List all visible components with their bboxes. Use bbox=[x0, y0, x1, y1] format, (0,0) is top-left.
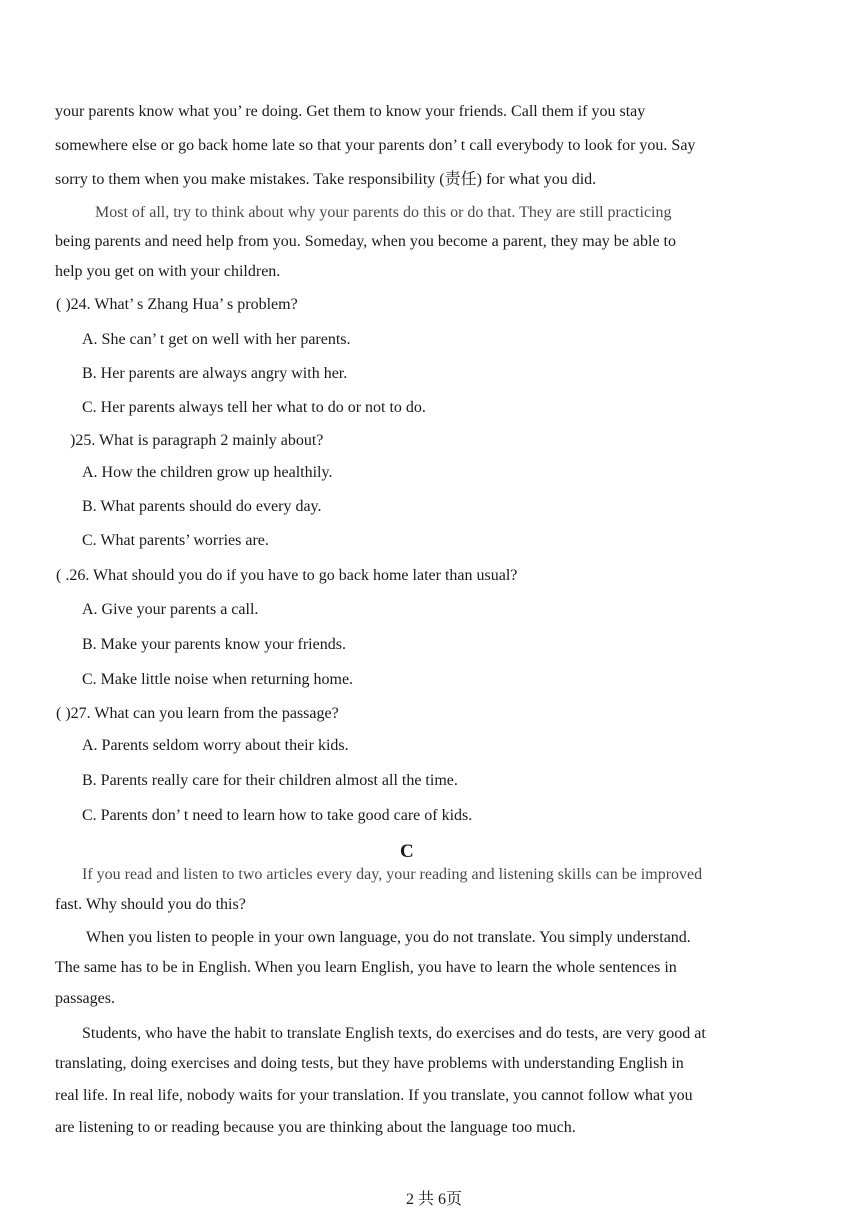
passage-line: If you read and listen to two articles every day, your reading and listening skills can be improved bbox=[82, 866, 703, 883]
passage-line: are listening to or reading because you are thinking about the language too much. bbox=[55, 1119, 576, 1136]
answer-option: B. Make your parents know your friends. bbox=[82, 636, 346, 653]
passage-line: being parents and need help from you. Someday, when you become a parent, they may be able to bbox=[55, 233, 676, 250]
answer-option: A. Parents seldom worry about their kids. bbox=[82, 737, 349, 754]
passage-line: somewhere else or go back home late so that your parents don’ t call everybody to look for you. Say bbox=[55, 137, 696, 154]
answer-option: C. Her parents always tell her what to do or not to do. bbox=[82, 399, 426, 416]
answer-option: C. Make little noise when returning home. bbox=[82, 671, 354, 688]
passage-line: help you get on with your children. bbox=[55, 263, 281, 280]
page-number: 2 共 6页 bbox=[405, 1191, 462, 1208]
answer-option: B. Parents really care for their children almost all the time. bbox=[82, 772, 458, 789]
passage-line: sorry to them when you make mistakes. Take responsibility (责任) for what you did. bbox=[55, 171, 597, 188]
answer-option: B. What parents should do every day. bbox=[82, 498, 322, 515]
question-stem: ( )24. What’ s Zhang Hua’ s problem? bbox=[56, 296, 298, 313]
passage-line: When you listen to people in your own language, you do not translate. You simply understand. bbox=[86, 929, 691, 946]
section-heading: C bbox=[400, 841, 414, 862]
answer-option: B. Her parents are always angry with her. bbox=[82, 365, 348, 382]
answer-option: C. Parents don’ t need to learn how to take good care of kids. bbox=[82, 807, 473, 824]
answer-option: A. She can’ t get on well with her parents. bbox=[82, 331, 351, 348]
question-stem: ( .26. What should you do if you have to go back home later than usual? bbox=[56, 567, 518, 584]
passage-line: The same has to be in English. When you learn English, you have to learn the whole sentences in bbox=[55, 959, 677, 976]
passage-line: translating, doing exercises and doing tests, but they have problems with understanding English in bbox=[55, 1055, 684, 1072]
answer-option: A. How the children grow up healthily. bbox=[82, 464, 333, 481]
answer-option: A. Give your parents a call. bbox=[82, 601, 259, 618]
passage-line: your parents know what you’ re doing. Get them to know your friends. Call them if you stay bbox=[55, 103, 646, 120]
question-stem: ( )27. What can you learn from the passage? bbox=[56, 705, 339, 722]
passage-line: passages. bbox=[55, 990, 115, 1007]
passage-line: Students, who have the habit to translate English texts, do exercises and do tests, are very good at bbox=[82, 1025, 706, 1042]
answer-option: C. What parents’ worries are. bbox=[82, 532, 269, 549]
passage-line: Most of all, try to think about why your parents do this or do that. They are still practicing bbox=[95, 204, 672, 221]
passage-line: fast. Why should you do this? bbox=[55, 896, 246, 913]
passage-line: real life. In real life, nobody waits for your translation. If you translate, you cannot follow what you bbox=[55, 1087, 693, 1104]
question-stem: )25. What is paragraph 2 mainly about? bbox=[70, 432, 324, 449]
